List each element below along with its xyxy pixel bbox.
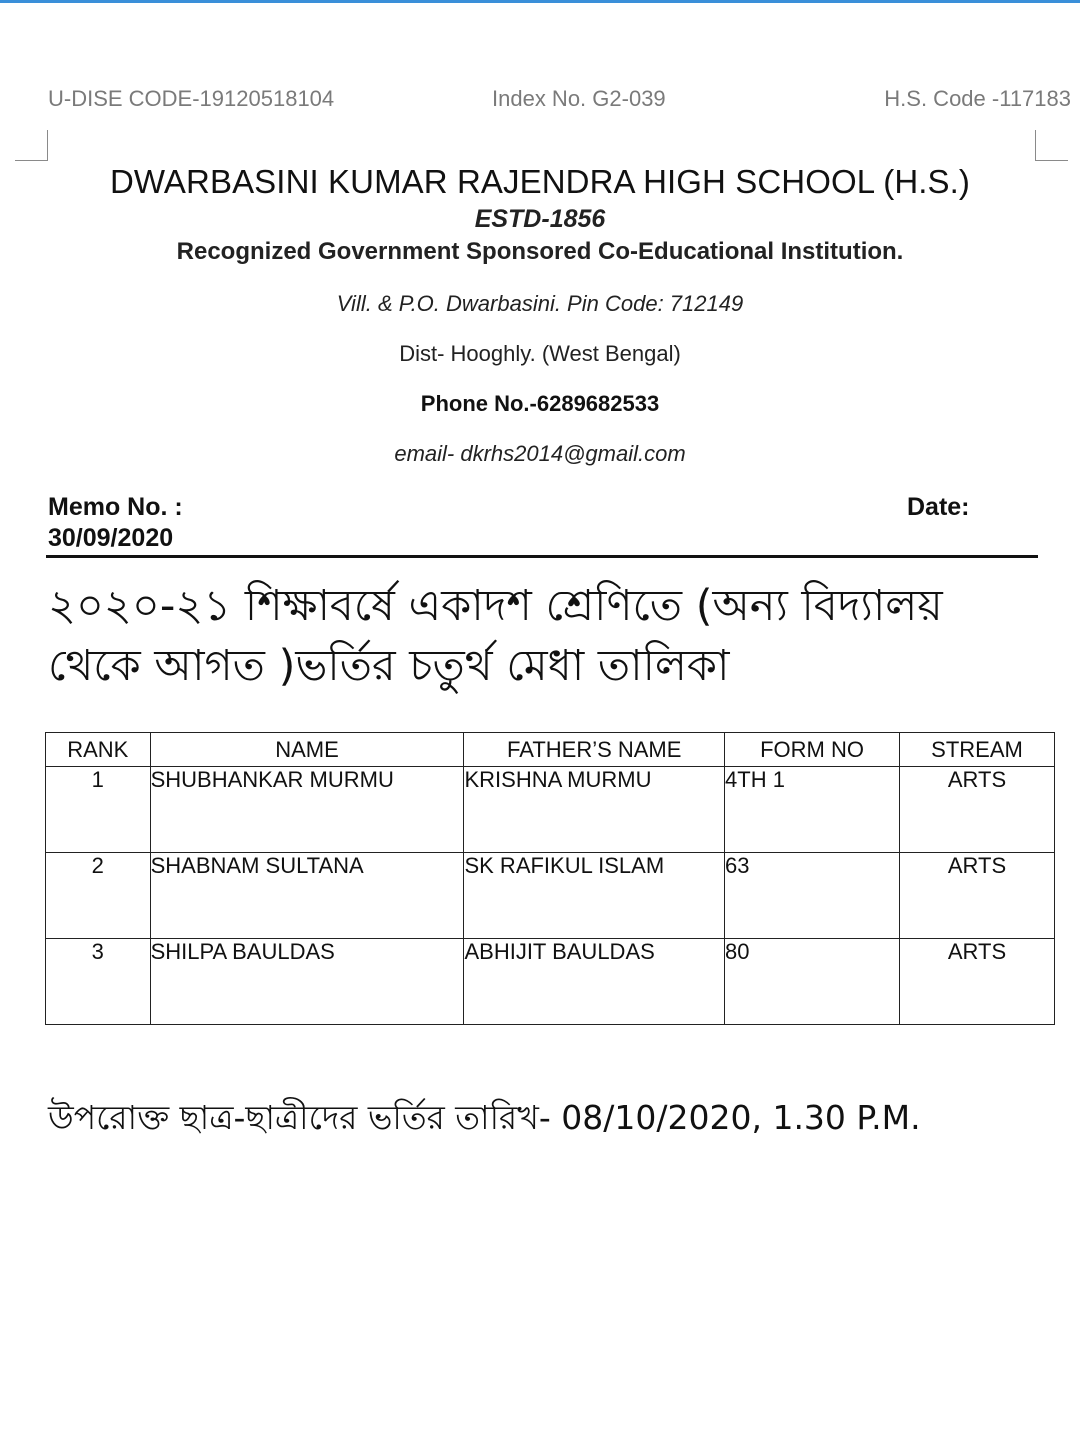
memo-label: Memo No. :: [48, 493, 183, 521]
table-header-row: [46, 733, 1055, 767]
merit-list-title: ২০২০-২১ শিক্ষাবর্ষে একাদশ শ্রেণিতে (অন্য বিদ্যালয় থেকে আগত )ভর্তির চতুর্থ মেধা তালিকা: [48, 581, 943, 691]
form-no-cell: 63: [725, 853, 900, 939]
rank-value: 2: [91, 853, 104, 878]
form-no-cell: 4TH 1: [725, 767, 900, 853]
header-name: NAME: [150, 733, 464, 767]
established-year: ESTD-1856: [474, 205, 606, 233]
name-cell: SHUBHANKAR MURMU: [150, 767, 464, 853]
header-codes: [0, 86, 1080, 114]
name-cell: SHILPA BAULDAS: [150, 939, 464, 1025]
stream-cell: ARTS: [900, 767, 1055, 853]
date-label: Date:: [907, 493, 970, 521]
stream-cell: ARTS: [900, 939, 1055, 1025]
name-cell: SHABNAM SULTANA: [150, 853, 464, 939]
rank-value: 3: [91, 939, 104, 964]
stream-cell: ARTS: [900, 853, 1055, 939]
hs-code: H.S. Code -117183: [884, 86, 1071, 111]
memo-block: [48, 492, 183, 554]
father-cell: ABHIJIT BAULDAS: [464, 939, 725, 1025]
header-stream: STREAM: [900, 733, 1055, 767]
admission-date-note: উপরোক্ত ছাত্র-ছাত্রীদের ভর্তির তারিখ- 08/10/2020, 1.30 P.M.: [48, 1098, 921, 1137]
father-cell: SK RAFIKUL ISLAM: [464, 853, 725, 939]
school-district: Dist- Hooghly. (West Bengal): [399, 341, 681, 366]
top-accent-bar: [0, 0, 1080, 3]
udise-code: U-DISE CODE-19120518104: [48, 86, 335, 111]
school-name: DWARBASINI KUMAR RAJENDRA HIGH SCHOOL (H.S.): [109, 163, 971, 200]
rank-value: 1: [91, 767, 104, 792]
index-number: Index No. G2-039: [492, 86, 666, 111]
header-father-name: FATHER’S NAME: [464, 733, 725, 767]
school-phone: Phone No.-6289682533: [420, 391, 660, 416]
school-address: Vill. & P.O. Dwarbasini. Pin Code: 712149: [336, 291, 744, 316]
father-cell: KRISHNA MURMU: [464, 767, 725, 853]
school-email: email- dkrhs2014@gmail.com: [394, 441, 686, 466]
horizontal-rule: [46, 555, 1038, 558]
table-row: [46, 767, 1055, 853]
recognition-line: Recognized Government Sponsored Co-Educational Institution.: [176, 238, 904, 265]
rank-cell: [46, 853, 151, 939]
table-row: [46, 939, 1055, 1025]
rank-cell: [46, 767, 151, 853]
rank-cell: [46, 939, 151, 1025]
margin-corner-left: [15, 130, 48, 161]
merit-list-table: [45, 732, 1055, 1025]
form-no-cell: 80: [725, 939, 900, 1025]
table-row: [46, 853, 1055, 939]
memo-value: 30/09/2020: [48, 524, 174, 552]
margin-corner-right: [1035, 130, 1068, 161]
header-rank: RANK: [46, 733, 151, 767]
header-form-no: FORM NO: [725, 733, 900, 767]
